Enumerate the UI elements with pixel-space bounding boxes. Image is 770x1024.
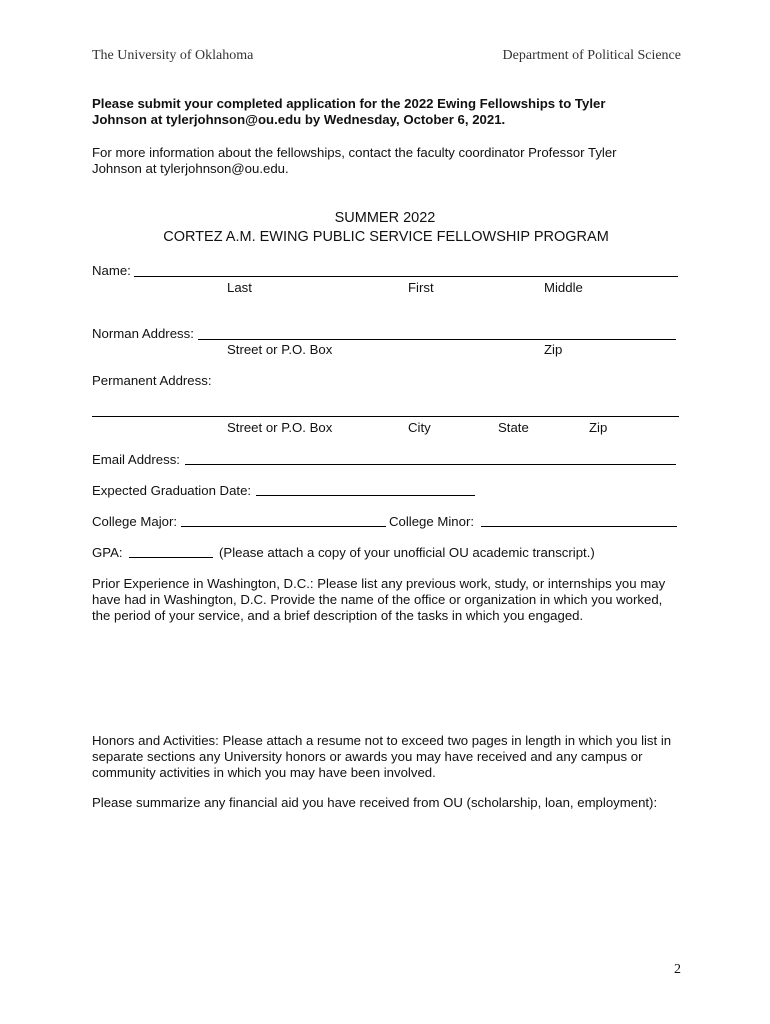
name-middle-caption: Middle [544,280,583,295]
norman-address-label: Norman Address: [92,326,194,341]
financial-aid-response-area[interactable] [92,815,679,955]
email-input-line[interactable] [185,464,676,465]
college-major-input-line[interactable] [181,526,386,527]
permanent-address-input-line[interactable] [92,416,679,417]
perm-zip-caption: Zip [589,420,608,435]
submit-instructions-line1: Please submit your completed application for the 2022 Ewing Fellowships to Tyler [92,96,606,111]
program-year-title: SUMMER 2022 [334,210,436,226]
gpa-input-line[interactable] [129,557,213,558]
email-label: Email Address: [92,452,180,467]
name-last-caption: Last [227,280,252,295]
norman-street-caption: Street or P.O. Box [227,342,333,357]
college-minor-input-line[interactable] [481,526,677,527]
name-first-caption: First [408,280,434,295]
norman-zip-caption: Zip [544,342,563,357]
permanent-address-label: Permanent Address: [92,373,212,388]
honors-activities-line3: community activities in which you may have been involved. [92,765,436,780]
header-department: Department of Political Science [502,48,681,63]
info-line2: Johnson at tylerjohnson@ou.edu. [92,161,289,176]
college-minor-label: College Minor: [389,514,475,529]
info-line1: For more information about the fellowships, contact the faculty coordinator Professor Tyler [92,145,617,160]
gpa-note: (Please attach a copy of your unofficial OU academic transcript.) [219,545,595,560]
prior-experience-response-area[interactable] [92,628,679,728]
college-major-label: College Major: [92,514,178,529]
honors-activities-line1: Honors and Activities: Please attach a resume not to exceed two pages in length in which you list in [92,733,672,748]
prior-experience-line1: Prior Experience in Washington, D.C.: Please list any previous work, study, or internships you may [92,576,666,591]
perm-state-caption: State [498,420,529,435]
perm-street-caption: Street or P.O. Box [227,420,333,435]
honors-activities-line2: separate sections any University honors or awards you may have received and any campus or [92,749,643,764]
graduation-date-input-line[interactable] [256,495,475,496]
header-university: The University of Oklahoma [92,48,254,63]
graduation-date-label: Expected Graduation Date: [92,483,252,498]
norman-address-input-line[interactable] [198,339,676,340]
name-input-line[interactable] [134,276,678,277]
gpa-label: GPA: [92,545,123,560]
perm-city-caption: City [408,420,431,435]
program-title: CORTEZ A.M. EWING PUBLIC SERVICE FELLOWSHIP PROGRAM [163,229,609,245]
page-number: 2 [674,962,681,977]
prior-experience-line2: have had in Washington, D.C. Provide the name of the office or organization in which you worked, [92,592,663,607]
submit-instructions-line2: Johnson at tylerjohnson@ou.edu by Wednesday, October 6, 2021. [92,112,506,127]
financial-aid-prompt: Please summarize any financial aid you have received from OU (scholarship, loan, employment): [92,795,658,810]
prior-experience-line3: the period of your service, and a brief description of the tasks in which you engaged. [92,608,584,623]
name-label: Name: [92,263,131,278]
